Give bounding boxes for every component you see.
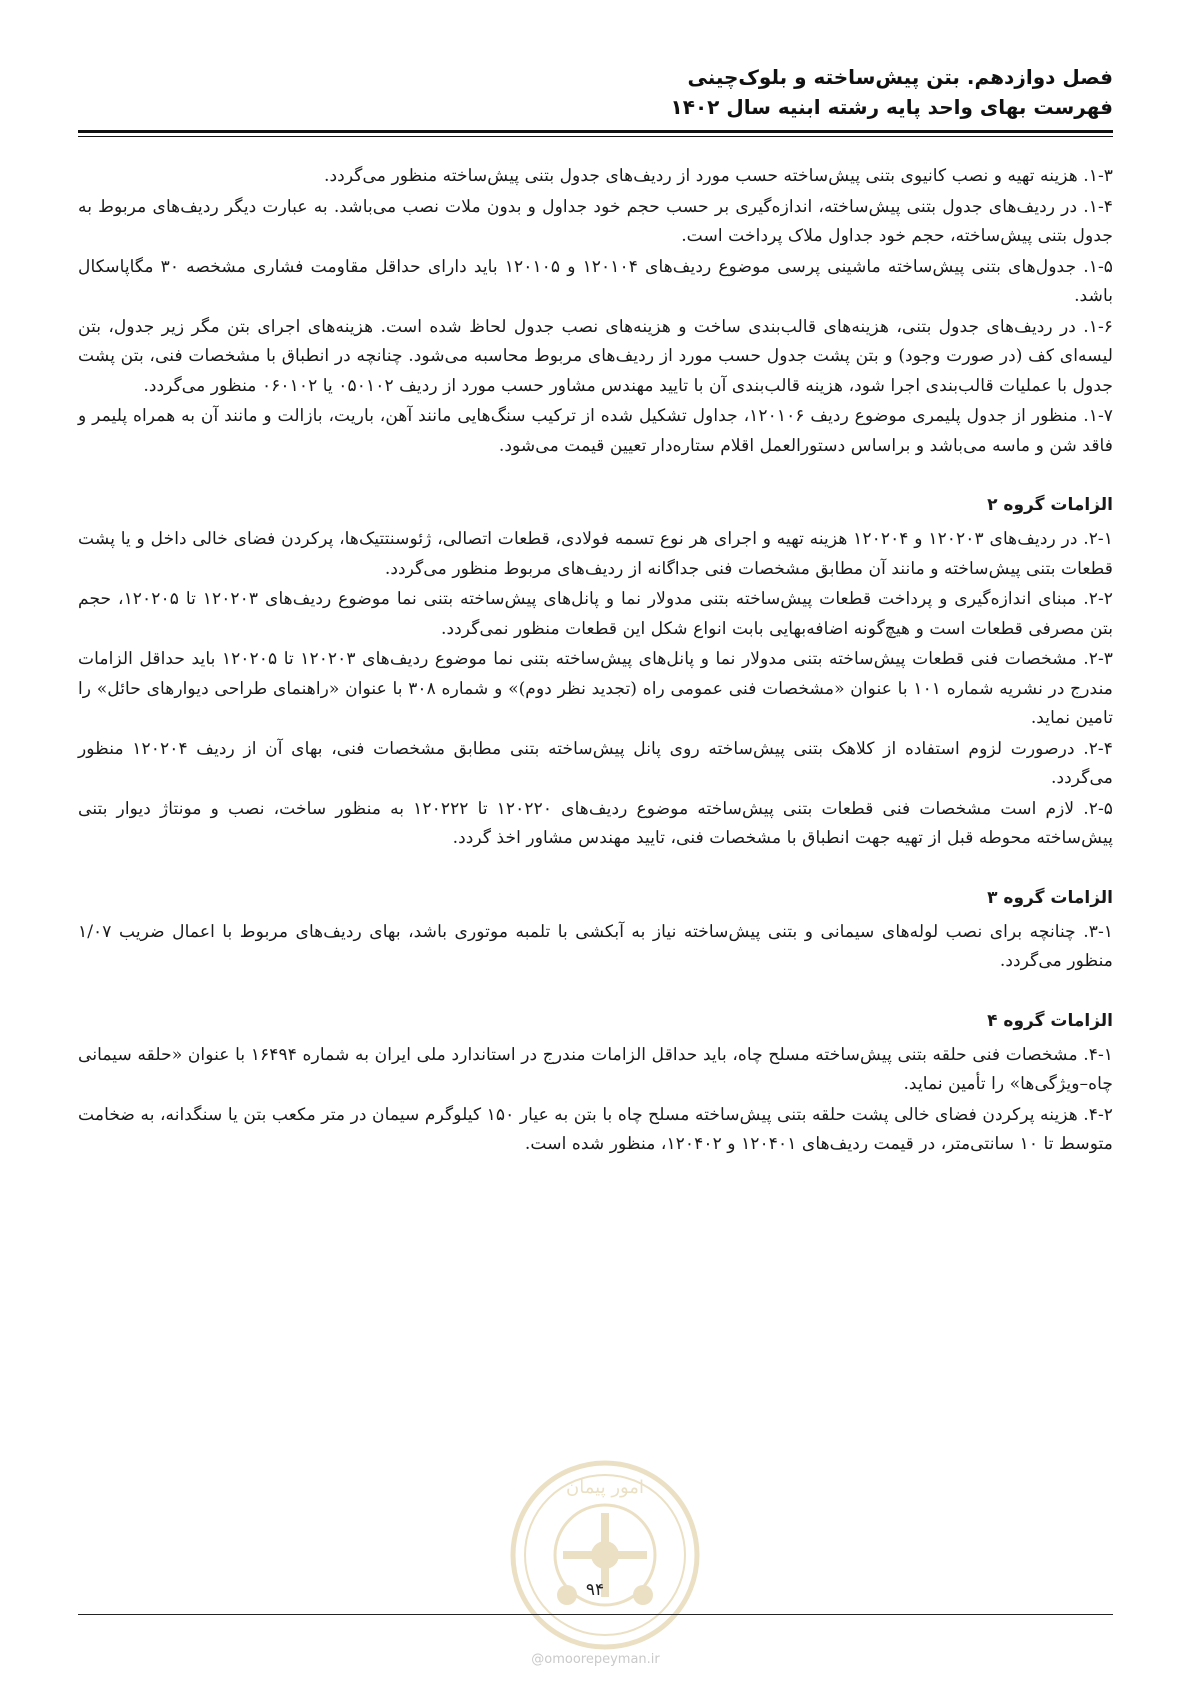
paragraph-4-1: ۴-۱. مشخصات فنی حلقه بتنی پیش‌ساخته مسلح چاه، باید حداقل الزامات مندرج در استاندارد ملی ایران به شماره ۱۶۴۹۴ با عنوان «حلقه سیمانی چاه–ویژگی‌ها» را تأمین نماید. [78, 1044, 1114, 1094]
paragraph-2-2: ۲-۲. مبنای اندازه‌گیری و پرداخت قطعات پیش‌ساخته بتنی مدولار نما و پانل‌های پیش‌ساخته بتنی نما موضوع ردیف‌های ۱۲۰۲۰۳ تا ۱۲۰۲۰۵، حجم بتن مصرفی قطعات است و هیچ‌گونه اضافه‌بهایی بابت انواع شکل این قطعات منظور نمی‌گردد. [78, 589, 1113, 639]
site-url: @omoorepeyman.ir [531, 1652, 660, 1667]
paragraph-2-1: ۲-۱. در ردیف‌های ۱۲۰۲۰۳ و ۱۲۰۲۰۴ هزینه تهیه و اجرای هر نوع تسمه فولادی، قطعات اتصالی، ژئوسنتتیک‌ها، پرکردن فضای خالی داخل و یا پشت قطعات بتنی پیش‌ساخته و مانند آن مطابق مشخصات فنی جداگانه از ردیف‌های مربوط منظور می‌گردد. [78, 529, 1113, 579]
paragraph-1-5: ۱-۵. جدول‌های بتنی پیش‌ساخته ماشینی پرسی موضوع ردیف‌های ۱۲۰۱۰۴ و ۱۲۰۱۰۵ باید دارای حداقل مقاومت فشاری مشخصه ۳۰ مگاپاسکال باشد. [78, 256, 1113, 306]
group4-heading: الزامات گروه ۴ [987, 1010, 1113, 1031]
paragraph-1-4: ۱-۴. در ردیف‌های جدول بتنی پیش‌ساخته، اندازه‌گیری بر حسب حجم خود جداول و بدون ملات نصب می‌باشد. به عبارت دیگر ردیف‌های مربوط به جدول بتنی پیش‌ساخته، حجم خود جداول ملاک پرداخت است. [78, 196, 1113, 246]
header-rule-thick [78, 130, 1113, 133]
chapter-title: فصل دوازدهم. بتن پیش‌ساخته و بلوک‌چینی [687, 65, 1113, 89]
page-header [78, 62, 1113, 122]
paragraph-1-6: ۱-۶. در ردیف‌های جدول بتنی، هزینه‌های قالب‌بندی ساخت و هزینه‌های نصب جدول لحاظ شده است. هزینه‌های اجرای بتن مگر زیر جدول، بتن لیسه‌ای کف (در صورت وجود) و بتن پشت جدول حسب مورد از ردیف‌های مربوط محاسبه می‌شود. چنانچه در انطباق با مشخصات فنی، بتن پشت جدول با عملیات قالب‌بندی اجرا شود، هزینه قالب‌بندی آن با تایید مهندس مشاور حسب مورد از ردیف ۰۵۰۱۰۲ یا ۰۶۰۱۰۲ منظور می‌گردد. [78, 316, 1113, 396]
paragraph-2-3: ۲-۳. مشخصات فنی قطعات پیش‌ساخته بتنی مدولار نما و پانل‌های پیش‌ساخته بتنی نما موضوع ردیف‌های ۱۲۰۲۰۳ تا ۱۲۰۲۰۵ باید حداقل الزامات مندرج در نشریه شماره ۱۰۱ با عنوان «مشخصات فنی عمومی راه (تجدید نظر دوم)» و شماره ۳۰۸ با عنوان «راهنمای طراحی دیوارهای حائل» را تامین نماید. [78, 649, 1113, 728]
page-number: ۹۴ [585, 1580, 605, 1600]
paragraph-1-7: ۱-۷. منظور از جدول پلیمری موضوع ردیف ۱۲۰۱۰۶، جداول تشکیل شده از ترکیب سنگ‌هایی مانند آهن، باریت، بازالت و مانند آن به همراه پلیمر و فاقد شن و ماسه می‌باشد و براساس دستورالعمل اقلام ستاره‌دار تعیین قیمت می‌شود. [78, 406, 1113, 456]
seal-watermark-icon [505, 1455, 705, 1655]
group2-heading: الزامات گروه ۲ [987, 495, 1113, 515]
watermark-text: امور پیمان [566, 1477, 644, 1498]
paragraph-1-3: ۱-۳. هزینه تهیه و نصب کانیوی بتنی پیش‌ساخته حسب مورد از ردیف‌های جدول بتنی پیش‌ساخته منظور می‌گردد. [324, 166, 1113, 186]
footer-rule [78, 1614, 1113, 1615]
paragraph-4-2: ۴-۲. هزینه پرکردن فضای خالی پشت حلقه بتنی پیش‌ساخته مسلح چاه با بتن به عیار ۱۵۰ کیلوگرم سیمان در متر مکعب بتن یا سنگدانه، به ضخامت متوسط تا ۱۰ سانتی‌متر، در قیمت ردیف‌های ۱۲۰۴۰۱ و ۱۲۰۴۰۲، منظور شده است. [78, 1104, 1113, 1154]
paragraph-3-1: ۳-۱. چنانچه برای نصب لوله‌های سیمانی و بتنی پیش‌ساخته نیاز به آبکشی با تلمبه موتوری باشد، بهای ردیف‌های مربوط با اعمال ضریب ۱/۰۷ منظور می‌گردد. [78, 921, 1113, 971]
paragraph-2-4: ۲-۴. درصورت لزوم استفاده از کلاهک بتنی پیش‌ساخته روی پانل پیش‌ساخته بتنی مطابق مشخصات فنی، بهای آن از ردیف ۱۲۰۲۰۴ منظور می‌گردد. [78, 738, 1113, 788]
body-content [78, 162, 1113, 1161]
paragraph-2-5: ۲-۵. لازم است مشخصات فنی قطعات بتنی پیش‌ساخته موضوع ردیف‌های ۱۲۰۲۲۰ تا ۱۲۰۲۲۲ به منظور ساخت، نصب و مونتاژ دیوار بتنی پیش‌ساخته محوطه قبل از تهیه جهت انطباق با مشخصات فنی، تایید مهندس مشاور اخذ گردد. [78, 798, 1113, 848]
list-title: فهرست بهای واحد پایه رشته ابنیه سال ۱۴۰۲ [670, 95, 1113, 119]
group3-heading: الزامات گروه ۳ [987, 887, 1113, 908]
header-rule-thin [78, 136, 1113, 137]
